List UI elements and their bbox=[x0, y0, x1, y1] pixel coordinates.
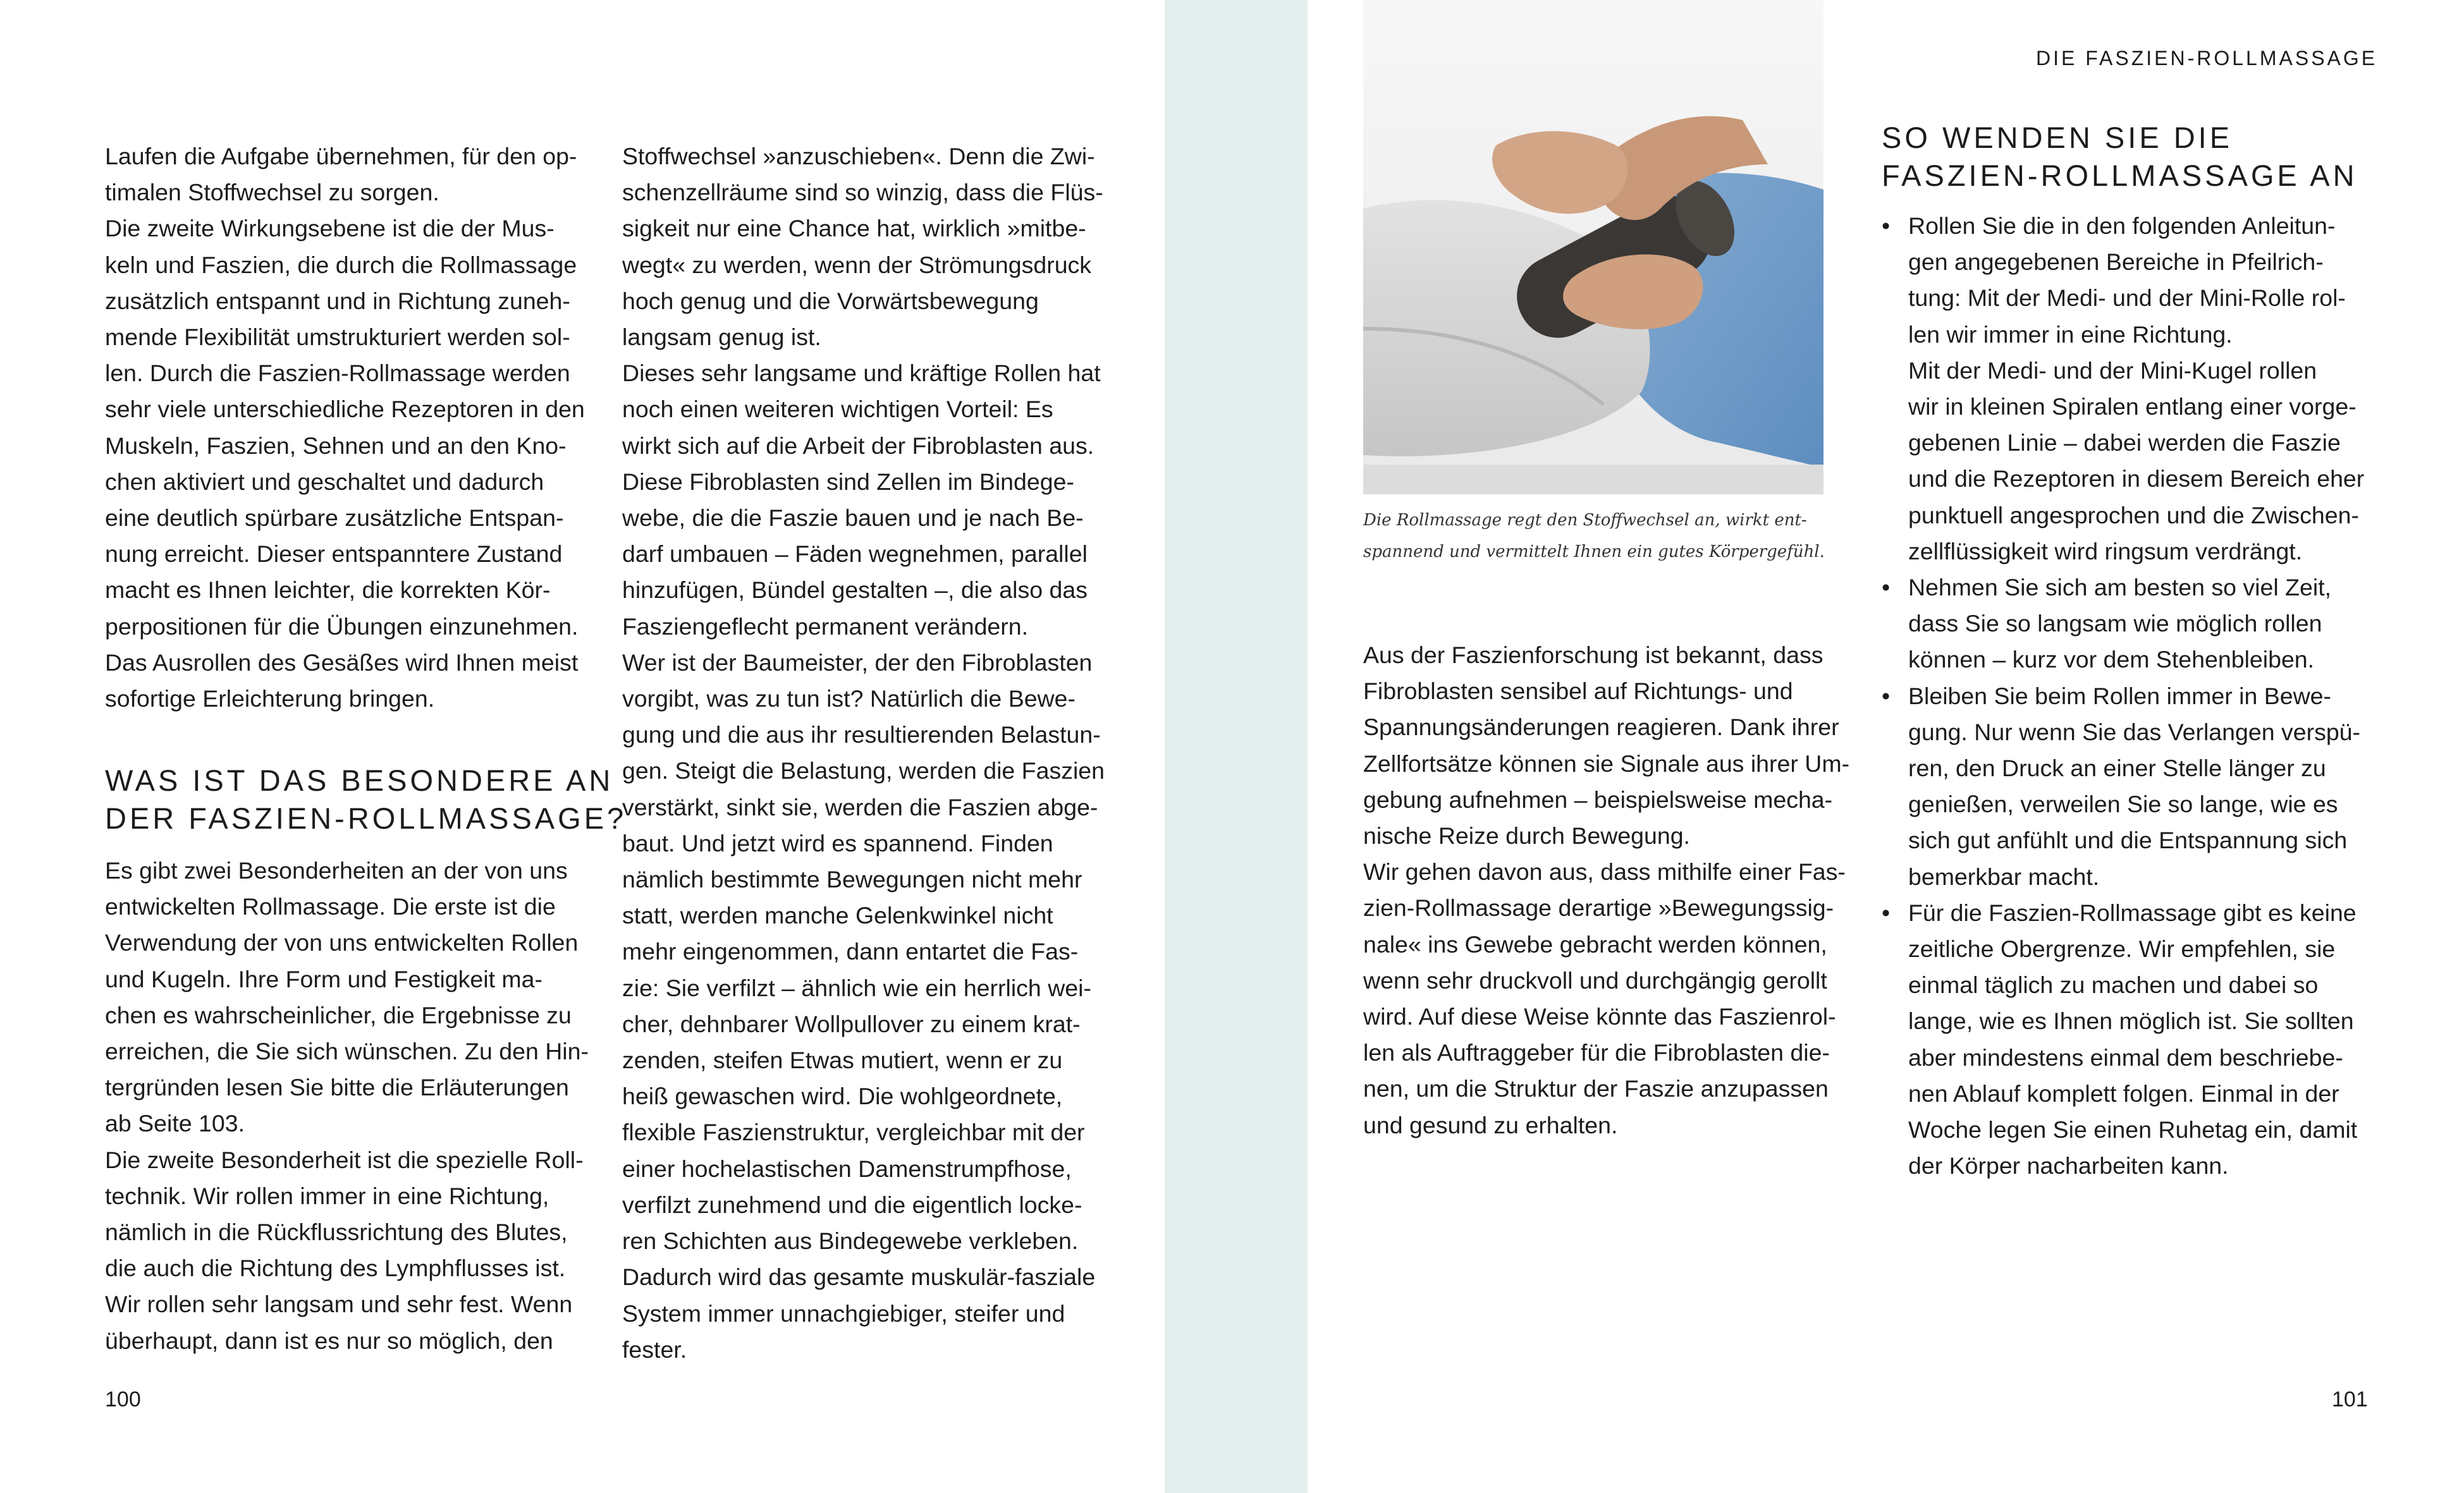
text-line: zien-Rollmassage derartige »Bewegungssig- bbox=[1363, 894, 1834, 922]
text-line: baut. Und jetzt wird es spannend. Finden bbox=[622, 829, 1053, 856]
text-line: cher, dehnbarer Wollpullover zu einem krat- bbox=[622, 1010, 1081, 1037]
list-item-line: genießen, verweilen Sie so lange, wie es bbox=[1908, 791, 2338, 818]
text-line: wirkt sich auf die Arbeit der Fibroblasten aus. bbox=[622, 432, 1094, 459]
text-line: ren Schichten aus Bindegewebe verkleben. bbox=[622, 1228, 1079, 1255]
text-line: mende Flexibilität umstrukturiert werden sol- bbox=[105, 324, 570, 351]
photo-illustration bbox=[1363, 0, 1823, 494]
text-line: webe, die die Faszie bauen und je nach Be- bbox=[622, 504, 1084, 532]
list-item bbox=[1882, 678, 2364, 895]
text-line: chen aktiviert und geschaltet und dadurch bbox=[105, 468, 544, 495]
text-line: nen, um die Struktur der Faszie anzupassen bbox=[1363, 1075, 1829, 1102]
text-line: und gesund zu erhalten. bbox=[1363, 1111, 1618, 1138]
text-line: entwickelten Rollmassage. Die erste ist die bbox=[105, 893, 556, 920]
text-line: Fibroblasten sensibel auf Richtungs- und bbox=[1363, 678, 1793, 705]
text-line: Dieses sehr langsame und kräftige Rollen hat bbox=[622, 360, 1101, 387]
list-item-line: gebenen Linie – dabei werden die Faszie bbox=[1908, 429, 2341, 456]
text-line: Das Ausrollen des Gesäßes wird Ihnen meist bbox=[105, 649, 579, 676]
text-line: Fasziengeflecht permanent verändern. bbox=[622, 612, 1029, 640]
list-item-line: der Körper nacharbeiten kann. bbox=[1908, 1152, 2229, 1179]
text-line: chen es wahrscheinlicher, die Ergebnisse zu bbox=[105, 1001, 572, 1028]
text-line: nische Reize durch Bewegung. bbox=[1363, 822, 1690, 850]
text-line: Die zweite Besonderheit ist die spezielle Roll- bbox=[105, 1146, 584, 1173]
text-line: die auch die Richtung des Lymphflusses ist. bbox=[105, 1255, 566, 1282]
text-line: sehr viele unterschiedliche Rezeptoren in den bbox=[105, 396, 585, 423]
left-column-2 bbox=[622, 138, 1105, 1368]
text-line: gung und die aus ihr resultierenden Belastun- bbox=[622, 721, 1101, 748]
text-line: Die Rollmassage regt den Stoffwechsel an, wirkt ent- bbox=[1363, 511, 1807, 530]
text-line: wegt« zu werden, wenn der Strömungsdruck bbox=[622, 251, 1092, 278]
text-line: hoch genug und die Vorwärtsbewegung bbox=[622, 287, 1039, 314]
text-line: technik. Wir rollen immer in eine Richtung, bbox=[105, 1182, 549, 1209]
photo-rollmassage bbox=[1363, 0, 1823, 494]
text-line: perpositionen für die Übungen einzunehmen. bbox=[105, 612, 579, 640]
bullet-icon: • bbox=[1882, 899, 1891, 926]
list-item-line: zeitliche Obergrenze. Wir empfehlen, sie bbox=[1908, 935, 2336, 963]
text-line: FASZIEN-ROLLMASSAGE AN bbox=[1882, 159, 2358, 192]
text-line: zie: Sie verfilzt – ähnlich wie ein herrlich wei- bbox=[622, 974, 1091, 1001]
text-line: SO WENDEN SIE DIE bbox=[1882, 121, 2233, 154]
text-line: Wir rollen sehr langsam und sehr fest. Wenn bbox=[105, 1291, 573, 1318]
list-item-line: sich gut anfühlt und die Entspannung sich bbox=[1908, 827, 2348, 854]
text-line: wenn sehr druckvoll und durchgängig gerollt bbox=[1363, 966, 1827, 994]
text-line: Laufen die Aufgabe übernehmen, für den op- bbox=[105, 143, 577, 169]
list-item bbox=[1882, 895, 2364, 1185]
list-item-line: können – kurz vor dem Stehenbleiben. bbox=[1908, 646, 2315, 673]
text-line: hinzufügen, Bündel gestalten –, die also das bbox=[622, 576, 1088, 604]
text-line: keln und Faszien, die durch die Rollmassage bbox=[105, 251, 577, 278]
list-item-line: nen Ablauf komplett folgen. Einmal in der bbox=[1908, 1080, 2339, 1107]
page-gutter bbox=[1165, 0, 1308, 1493]
text-line: sofortige Erleichterung bringen. bbox=[105, 685, 435, 712]
list-item-line: lange, wie es Ihnen möglich ist. Sie sollten bbox=[1908, 1008, 2354, 1035]
text-line: Es gibt zwei Besonderheiten an der von uns bbox=[105, 857, 568, 884]
list-item-line: und die Rezeptoren in diesem Bereich eher bbox=[1908, 465, 2365, 492]
text-line: Die zweite Wirkungsebene ist die der Mus- bbox=[105, 215, 555, 242]
bullet-icon: • bbox=[1882, 682, 1891, 709]
text-line: len. Durch die Faszien-Rollmassage werden bbox=[105, 360, 570, 387]
list-item-line: Nehmen Sie sich am besten so viel Zeit, bbox=[1908, 574, 2332, 601]
text-line: statt, werden manche Gelenkwinkel nicht bbox=[622, 902, 1053, 929]
text-line: ab Seite 103. bbox=[105, 1110, 245, 1137]
list-item-line: Mit der Medi- und der Mini-Kugel rollen bbox=[1908, 356, 2317, 384]
text-line: spannend und vermittelt Ihnen ein gutes Körpergefühl. bbox=[1363, 542, 1825, 561]
text-line: heiß gewaschen wird. Die wohlgeordnete, bbox=[622, 1083, 1063, 1110]
left-column-1-bottom bbox=[105, 853, 589, 1359]
text-line: len als Auftraggeber für die Fibroblasten die- bbox=[1363, 1039, 1830, 1066]
text-line: DER FASZIEN-ROLLMASSAGE? bbox=[105, 801, 627, 835]
list-item-line: wir in kleinen Spiralen entlang einer vorge- bbox=[1908, 393, 2357, 420]
list-item-line: Woche legen Sie einen Ruhetag ein, damit bbox=[1908, 1116, 2358, 1143]
list-item-line: zellflüssigkeit wird ringsum verdrängt. bbox=[1908, 537, 2303, 564]
text-line: Zellfortsätze können sie Signale aus ihrer Um- bbox=[1363, 750, 1850, 777]
right-column-3 bbox=[1363, 637, 1849, 1143]
running-head: DIE FASZIEN-ROLLMASSAGE bbox=[2036, 47, 2378, 70]
text-line: nämlich in die Rückflussrichtung des Blutes, bbox=[105, 1219, 568, 1246]
heading-so-wenden bbox=[1882, 119, 2358, 195]
text-line: flexible Faszienstruktur, vergleichbar mit der bbox=[622, 1119, 1085, 1146]
text-line: Spannungsänderungen reagieren. Dank ihrer bbox=[1363, 714, 1839, 741]
text-line: gebung aufnehmen – beispielsweise mecha- bbox=[1363, 786, 1833, 813]
text-line: überhaupt, dann ist es nur so möglich, den bbox=[105, 1327, 553, 1354]
list-item-line: ren, den Druck an einer Stelle länger zu bbox=[1908, 755, 2326, 782]
list-item-line: tung: Mit der Medi- und der Mini-Rolle rol- bbox=[1908, 284, 2346, 312]
list-item-line: Für die Faszien-Rollmassage gibt es keine bbox=[1908, 899, 2357, 926]
text-line: WAS IST DAS BESONDERE AN bbox=[105, 764, 614, 797]
text-line: eine deutlich spürbare zusätzliche Entspan- bbox=[105, 504, 564, 532]
text-line: System immer unnachgiebiger, steifer und bbox=[622, 1300, 1065, 1327]
text-line: timalen Stoffwechsel zu sorgen. bbox=[105, 179, 439, 206]
text-line: schenzellräume sind so winzig, dass die Flüs- bbox=[622, 179, 1103, 206]
text-line: sigkeit nur eine Chance hat, wirklich »mitbe- bbox=[622, 215, 1086, 242]
bullet-icon: • bbox=[1882, 574, 1891, 601]
list-item-line: dass Sie so langsam wie möglich rollen bbox=[1908, 610, 2322, 637]
list-item-line: Rollen Sie die in den folgenden Anleitun- bbox=[1908, 212, 2336, 239]
text-line: macht es Ihnen leichter, die korrekten Kör- bbox=[105, 576, 551, 604]
list-item-line: gen angegebenen Bereiche in Pfeilrich- bbox=[1908, 248, 2324, 276]
text-line: Wer ist der Baumeister, der den Fibroblasten bbox=[622, 649, 1093, 676]
heading-besondere bbox=[105, 762, 627, 838]
text-line: erreichen, die Sie sich wünschen. Zu den Hin- bbox=[105, 1038, 589, 1065]
list-item-line: aber mindestens einmal dem beschriebe- bbox=[1908, 1044, 2343, 1071]
text-line: zenden, steifen Etwas mutiert, wenn er zu bbox=[622, 1047, 1063, 1074]
text-line: Stoffwechsel »anzuschieben«. Denn die Zwi- bbox=[622, 143, 1095, 169]
list-item-line: bemerkbar macht. bbox=[1908, 863, 2100, 890]
text-line: noch einen weiteren wichtigen Vorteil: Es bbox=[622, 396, 1053, 423]
bullet-icon: • bbox=[1882, 212, 1891, 239]
text-line: nämlich bestimmte Bewegungen nicht mehr bbox=[622, 866, 1082, 893]
text-line: Verwendung der von uns entwickelten Rollen bbox=[105, 929, 579, 956]
text-line: Muskeln, Faszien, Sehnen und an den Kno- bbox=[105, 432, 567, 459]
text-line: mehr eingenommen, dann entartet die Fas- bbox=[622, 938, 1079, 965]
text-line: Diese Fibroblasten sind Zellen im Bindege- bbox=[622, 468, 1074, 495]
text-line: und Kugeln. Ihre Form und Festigkeit ma- bbox=[105, 965, 542, 992]
text-line: darf umbauen – Fäden wegnehmen, parallel bbox=[622, 540, 1088, 568]
instruction-list bbox=[1882, 208, 2364, 1184]
list-item-line: len wir immer in eine Richtung. bbox=[1908, 320, 2233, 348]
text-line: nale« ins Gewebe gebracht werden können, bbox=[1363, 930, 1827, 958]
text-line: Wir gehen davon aus, dass mithilfe einer Fas- bbox=[1363, 858, 1846, 886]
list-item-line: punktuell angesprochen und die Zwischen- bbox=[1908, 501, 2359, 528]
list-item-line: einmal täglich zu machen und dabei so bbox=[1908, 972, 2319, 999]
list-item bbox=[1882, 570, 2364, 678]
list-item-line: gung. Nur wenn Sie das Verlangen verspü- bbox=[1908, 718, 2361, 745]
text-line: verstärkt, sinkt sie, werden die Faszien abge- bbox=[622, 793, 1098, 820]
photo-caption bbox=[1363, 504, 1825, 568]
text-line: Aus der Faszienforschung ist bekannt, dass bbox=[1363, 642, 1823, 668]
text-line: vorgibt, was zu tun ist? Natürlich die Bewe- bbox=[622, 685, 1076, 712]
text-line: verfilzt zunehmend und die eigentlich locke- bbox=[622, 1191, 1082, 1218]
text-line: wird. Auf diese Weise könnte das Faszienrol- bbox=[1363, 1003, 1836, 1030]
text-line: zusätzlich entspannt und in Richtung zuneh- bbox=[105, 287, 570, 314]
text-line: tergründen lesen Sie bitte die Erläuterungen bbox=[105, 1074, 569, 1101]
page-number-left: 100 bbox=[105, 1387, 141, 1411]
text-line: langsam genug ist. bbox=[622, 324, 821, 351]
text-line: Dadurch wird das gesamte muskulär-fasziale bbox=[622, 1264, 1096, 1291]
text-line: einer hochelastischen Damenstrumpfhose, bbox=[622, 1155, 1072, 1182]
page-number-right: 101 bbox=[2332, 1387, 2368, 1411]
left-column-1-top bbox=[105, 138, 585, 717]
text-line: nung erreicht. Dieser entspanntere Zustand bbox=[105, 540, 563, 568]
text-line: gen. Steigt die Belastung, werden die Faszien bbox=[622, 757, 1105, 784]
list-item-line: Bleiben Sie beim Rollen immer in Bewe- bbox=[1908, 682, 2332, 709]
list-item bbox=[1882, 208, 2364, 570]
text-line: fester. bbox=[622, 1336, 687, 1363]
